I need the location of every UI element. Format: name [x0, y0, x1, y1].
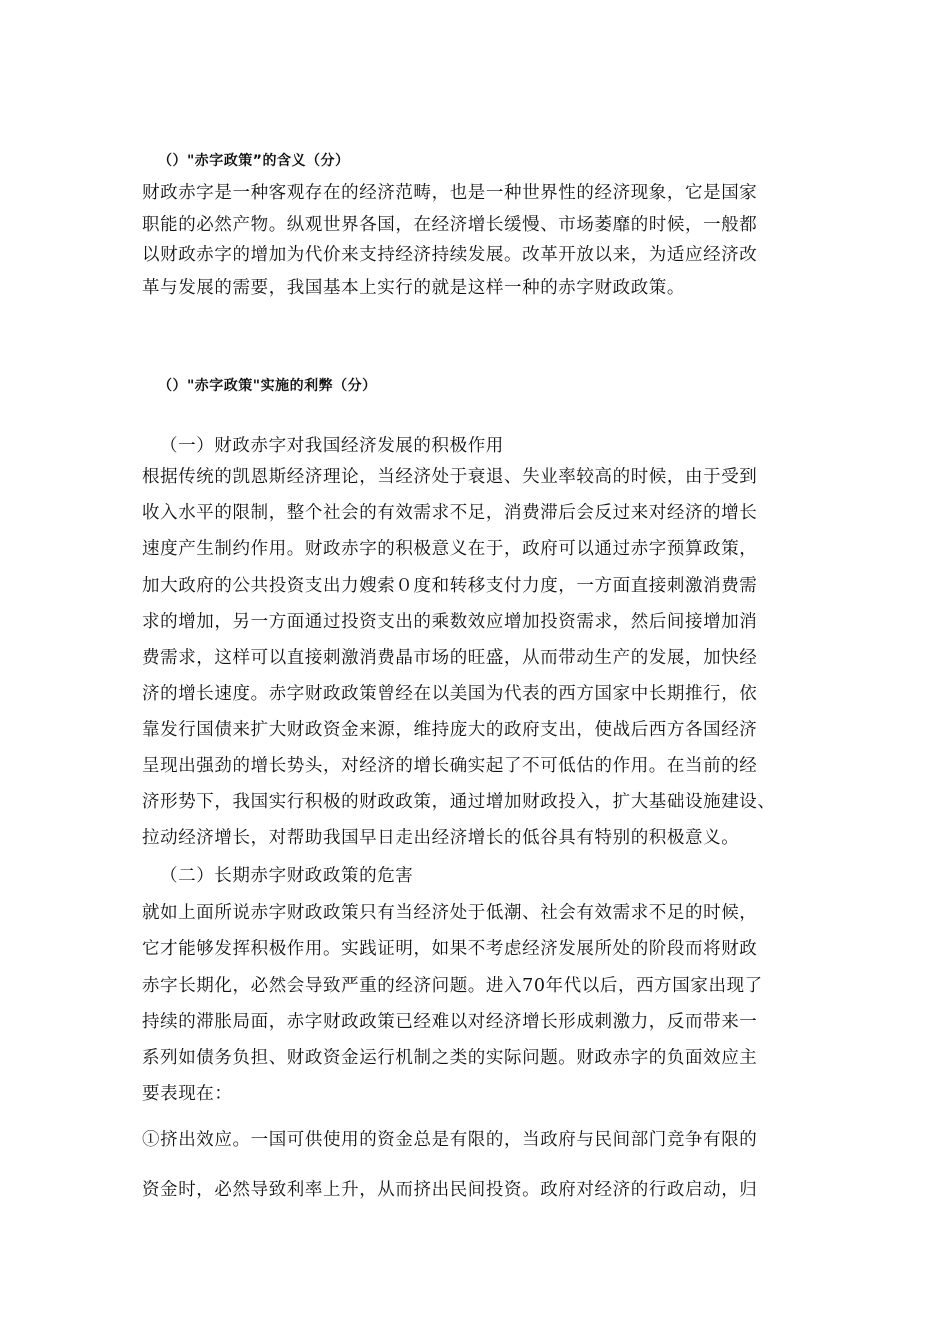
subsection1-line: 加大政府的公共投资支出力嫂索０度和转移支付力度，一方面直接刺激消费需 [142, 576, 758, 596]
subsection2-title: （二）长期赤字财政政策的危害 [160, 866, 414, 886]
subsection1-line: 济的增长速度。赤字财政政策曾经在以美国为代表的西方国家中长期推行，依 [142, 684, 758, 704]
section1-line: 职能的必然产物。纵观世界各国，在经济增长缓慢、市场萎靡的时候，一般都 [142, 215, 758, 235]
section1-line: 革与发展的需要，我国基本上实行的就是这样一种的赤字财政政策。 [142, 278, 685, 298]
point1-line: ①挤出效应。一国可供使用的资金总是有限的，当政府与民间部门竞争有限的 [142, 1130, 758, 1150]
subsection1-line: 收入水平的限制，整个社会的有效需求不足，消费滞后会反过来对经济的增长 [142, 503, 758, 523]
subsection2-line: 它才能够发挥积极作用。实践证明，如果不考虑经济发展所处的阶段而将财政 [142, 939, 758, 959]
subsection1-line: 拉动经济增长，对帮助我国早日走出经济增长的低谷具有特别的积极意义。 [142, 828, 740, 848]
subsection1-line: 根据传统的凯恩斯经济理论，当经济处于衰退、失业率较高的时候，由于受到 [142, 467, 758, 487]
subsection2-line: 持续的滞胀局面，赤字财政政策已经难以对经济增长形成刺激力，反而带来一 [142, 1012, 758, 1032]
subsection1-title: （一）财政赤字对我国经济发展的积极作用 [160, 436, 504, 456]
subsection2-line: 赤字长期化，必然会导致严重的经济问题。进入70年代以后，西方国家出现了 [142, 976, 763, 996]
subsection2-line: 就如上面所说赤字财政政策只有当经济处于低潮、社会有效需求不足的时候， [142, 903, 758, 923]
section1-line: 财政赤字是一种客观存在的经济范畴，也是一种世界性的经济现象，它是国家 [142, 183, 758, 203]
section2-heading: （）"赤字政策"实施的利弊（分） [158, 378, 377, 394]
section1-line: 以财政赤字的增加为代价来支持经济持续发展。改革开放以来，为适应经济改 [142, 245, 758, 265]
point1-line: 资金时，必然导致利率上升，从而挤出民间投资。政府对经济的行政启动，归 [142, 1180, 758, 1200]
section1-heading: （）"赤字政策”的含义（分） [158, 153, 350, 169]
subsection1-line: 求的增加，另一方面通过投资支出的乘数效应增加投资需求，然后间接增加消 [142, 612, 758, 632]
subsection1-line: 费需求，这样可以直接刺激消费晶市场的旺盛，从而带动生产的发展，加快经 [142, 648, 758, 668]
subsection1-line: 呈现出强劲的增长势头，对经济的增长确实起了不可低估的作用。在当前的经 [142, 756, 758, 776]
subsection1-line: 靠发行国债来扩大财政资金来源，维持庞大的政府支出，使战后西方各国经济 [142, 720, 758, 740]
subsection1-line: 速度产生制约作用。财政赤字的积极意义在于，政府可以通过赤字预算政策， [142, 539, 758, 559]
subsection1-line: 济形势下，我国实行积极的财政政策，通过增加财政投入，扩大基础设施建设、 [142, 792, 776, 812]
subsection2-line: 系列如债务负担、财政资金运行机制之类的实际问题。财政赤字的负面效应主 [142, 1048, 758, 1068]
subsection2-line: 要表现在： [142, 1084, 233, 1104]
